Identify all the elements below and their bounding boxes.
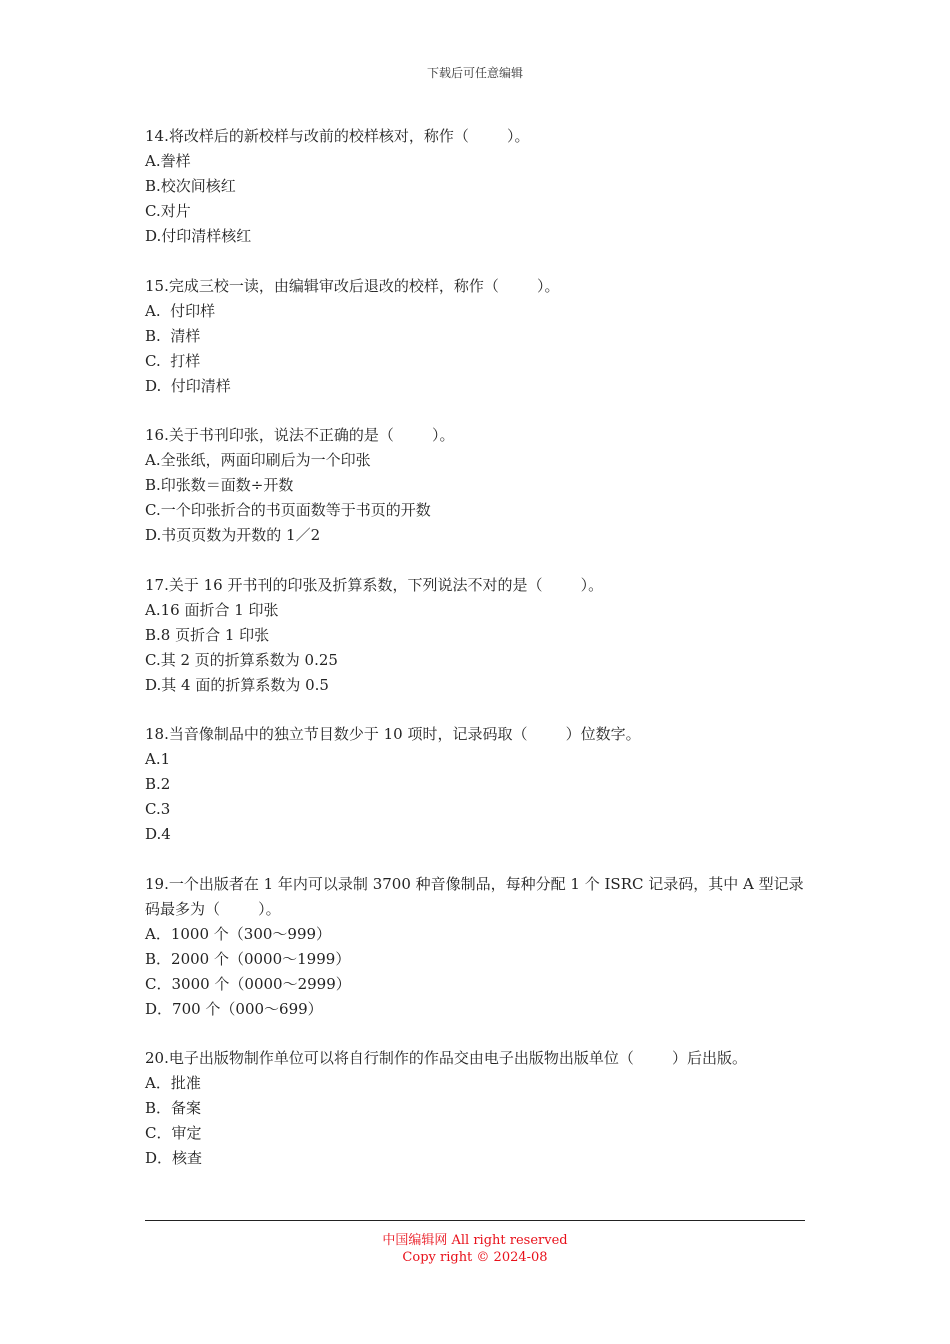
option-b: B．备案 (145, 1099, 202, 1117)
option-d: D．700 个（000～699） (145, 999, 323, 1018)
option-c: C.3 (145, 800, 171, 818)
question-text: 19.一个出版者在 1 年内可以录制 3700 种音像制品，每种分配 1 个 ISRC 记录码，其中 A 型记录码最多为（ ）。 (145, 874, 804, 918)
question-text: 20.电子出版物制作单位可以将自行制作的作品交由电子出版物出版单位（ ）后出版。 (145, 1049, 748, 1067)
question-text: 17.关于 16 开书刊的印张及折算系数，下列说法不对的是（ ）。 (145, 575, 604, 594)
option-d: D.书页页数为开数的 1／2 (145, 526, 321, 544)
option-a: A．批准 (145, 1074, 201, 1092)
option-c: C. 打样 (145, 351, 201, 370)
option-d: D.其 4 面的折算系数为 0.5 (145, 675, 329, 694)
option-d: D. 付印清样 (145, 376, 231, 395)
option-b: B.8 页折合 1 印张 (145, 625, 270, 644)
option-b: B．2000 个（0000～1999） (145, 949, 351, 968)
question-20 (145, 1046, 805, 1171)
option-a: A．1000 个（300～999） (145, 924, 332, 943)
option-a: A. 付印样 (145, 301, 216, 320)
option-b: B.印张数＝面数÷开数 (145, 476, 294, 494)
question-text: 18.当音像制品中的独立节目数少于 10 项时，记录码取（ ）位数字。 (145, 725, 641, 743)
option-c: C.其 2 页的折算系数为 0.25 (145, 650, 338, 669)
question-19 (145, 872, 805, 1022)
option-d: D.4 (145, 825, 171, 843)
option-c: C．审定 (145, 1124, 202, 1142)
question-14 (145, 124, 805, 249)
question-list (145, 124, 805, 1196)
option-c: C．3000 个（0000～2999） (145, 974, 351, 993)
question-text: 15.完成三校一读，由编辑审改后退改的校样，称作（ ）。 (145, 276, 560, 295)
footer-date-line: Copy right © 2024-08 (402, 1250, 548, 1265)
option-a: A.全张纸，两面印刷后为一个印张 (145, 451, 371, 469)
option-b: B. 清样 (145, 326, 201, 345)
question-18 (145, 722, 805, 847)
option-d: D．核查 (145, 1149, 203, 1167)
option-a: A.誊样 (145, 152, 191, 170)
option-c: C.一个印张折合的书页面数等于书页的开数 (145, 501, 431, 519)
question-15 (145, 274, 805, 399)
question-text: 16.关于书刊印张，说法不正确的是（ ）。 (145, 426, 455, 444)
footer-copyright-line: 中国编辑网 All right reserved (382, 1233, 568, 1248)
option-b: B.2 (145, 775, 171, 793)
option-a: A.16 面折合 1 印张 (145, 600, 279, 619)
page-header: 下载后可任意编辑 (426, 66, 523, 80)
option-d: D.付印清样核红 (145, 227, 252, 245)
option-b: B.校次间核红 (145, 177, 236, 195)
question-17 (145, 573, 805, 698)
footer-divider (145, 1220, 805, 1221)
option-a: A.1 (145, 750, 171, 768)
page-footer (0, 1232, 950, 1266)
option-c: C.对片 (145, 202, 191, 220)
question-text: 14.将改样后的新校样与改前的校样核对，称作（ ）。 (145, 127, 530, 145)
question-16 (145, 423, 805, 548)
